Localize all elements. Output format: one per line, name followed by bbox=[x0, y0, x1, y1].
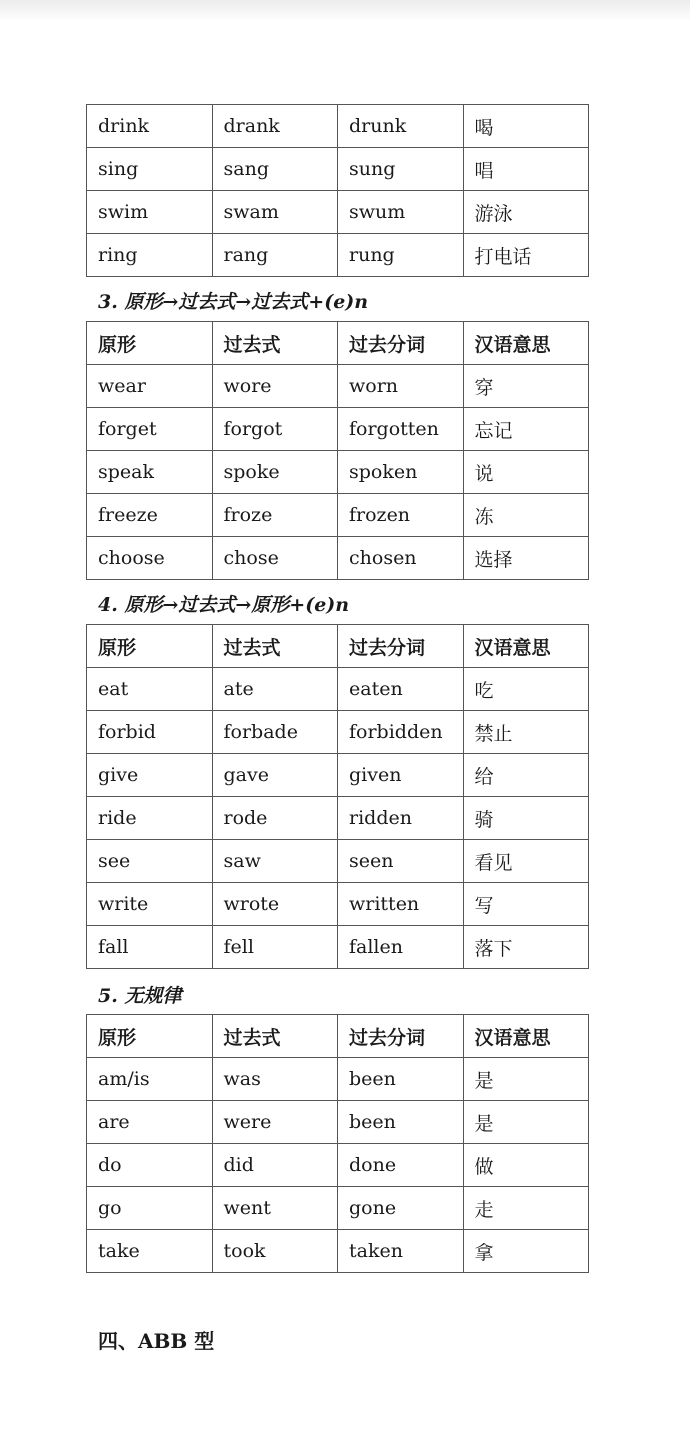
table-row bbox=[87, 494, 589, 537]
past-participle: rung bbox=[338, 234, 464, 277]
chapter-4-title: 四、ABB 型 bbox=[98, 1329, 215, 1353]
chinese-meaning: 冻 bbox=[463, 494, 589, 537]
past-tense: chose bbox=[212, 537, 338, 580]
chinese-meaning: 看见 bbox=[463, 840, 589, 883]
table-row bbox=[87, 668, 589, 711]
table-row bbox=[87, 797, 589, 840]
base-form: swim bbox=[87, 191, 213, 234]
past-participle: frozen bbox=[338, 494, 464, 537]
chinese-meaning: 吃 bbox=[463, 668, 589, 711]
chinese-meaning: 做 bbox=[463, 1144, 589, 1187]
header-base-form: 原形 bbox=[87, 1015, 213, 1058]
verb-table-section-3 bbox=[86, 321, 589, 580]
past-participle: fallen bbox=[338, 926, 464, 969]
chinese-meaning: 游泳 bbox=[463, 191, 589, 234]
table-row bbox=[87, 365, 589, 408]
chinese-meaning: 是 bbox=[463, 1058, 589, 1101]
past-tense: took bbox=[212, 1230, 338, 1273]
chinese-meaning: 拿 bbox=[463, 1230, 589, 1273]
table-row bbox=[87, 1187, 589, 1230]
chinese-meaning: 骑 bbox=[463, 797, 589, 840]
chinese-meaning: 穿 bbox=[463, 365, 589, 408]
chinese-meaning: 说 bbox=[463, 451, 589, 494]
past-tense: saw bbox=[212, 840, 338, 883]
past-participle: chosen bbox=[338, 537, 464, 580]
header-base-form: 原形 bbox=[87, 625, 213, 668]
chinese-meaning: 是 bbox=[463, 1101, 589, 1144]
chinese-meaning: 禁止 bbox=[463, 711, 589, 754]
past-participle: forgotten bbox=[338, 408, 464, 451]
past-participle: gone bbox=[338, 1187, 464, 1230]
base-form: fall bbox=[87, 926, 213, 969]
table-row bbox=[87, 408, 589, 451]
past-participle: worn bbox=[338, 365, 464, 408]
header-past-tense: 过去式 bbox=[212, 1015, 338, 1058]
past-tense: froze bbox=[212, 494, 338, 537]
table-row bbox=[87, 1144, 589, 1187]
verb-table-section-4 bbox=[86, 624, 589, 969]
base-form: forget bbox=[87, 408, 213, 451]
base-form: are bbox=[87, 1101, 213, 1144]
header-past-participle: 过去分词 bbox=[338, 322, 464, 365]
past-participle: spoken bbox=[338, 451, 464, 494]
table-row bbox=[87, 537, 589, 580]
table-row bbox=[87, 451, 589, 494]
table-row bbox=[87, 191, 589, 234]
table-header-row bbox=[87, 322, 589, 365]
base-form: take bbox=[87, 1230, 213, 1273]
base-form: ring bbox=[87, 234, 213, 277]
header-base-form: 原形 bbox=[87, 322, 213, 365]
table-row bbox=[87, 234, 589, 277]
base-form: forbid bbox=[87, 711, 213, 754]
table-row bbox=[87, 148, 589, 191]
past-participle: sung bbox=[338, 148, 464, 191]
past-tense: swam bbox=[212, 191, 338, 234]
past-tense: forbade bbox=[212, 711, 338, 754]
base-form: am/is bbox=[87, 1058, 213, 1101]
table-row bbox=[87, 1101, 589, 1144]
base-form: speak bbox=[87, 451, 213, 494]
section-3-title: 3. 原形→过去式→过去式+(e)n bbox=[98, 291, 369, 313]
base-form: freeze bbox=[87, 494, 213, 537]
past-participle: been bbox=[338, 1058, 464, 1101]
header-past-tense: 过去式 bbox=[212, 625, 338, 668]
header-chinese-meaning: 汉语意思 bbox=[463, 322, 589, 365]
past-tense: rang bbox=[212, 234, 338, 277]
base-form: wear bbox=[87, 365, 213, 408]
past-tense: went bbox=[212, 1187, 338, 1230]
table-row bbox=[87, 1230, 589, 1273]
past-participle: been bbox=[338, 1101, 464, 1144]
past-participle: swum bbox=[338, 191, 464, 234]
past-participle: seen bbox=[338, 840, 464, 883]
past-tense: wore bbox=[212, 365, 338, 408]
past-tense: fell bbox=[212, 926, 338, 969]
past-tense: sang bbox=[212, 148, 338, 191]
base-form: drink bbox=[87, 105, 213, 148]
chinese-meaning: 喝 bbox=[463, 105, 589, 148]
table-row bbox=[87, 926, 589, 969]
base-form: ride bbox=[87, 797, 213, 840]
verb-table-top bbox=[86, 104, 589, 277]
past-participle: taken bbox=[338, 1230, 464, 1273]
chinese-meaning: 给 bbox=[463, 754, 589, 797]
table-row bbox=[87, 840, 589, 883]
past-participle: written bbox=[338, 883, 464, 926]
table-row bbox=[87, 1058, 589, 1101]
chinese-meaning: 写 bbox=[463, 883, 589, 926]
past-tense: ate bbox=[212, 668, 338, 711]
past-tense: were bbox=[212, 1101, 338, 1144]
header-chinese-meaning: 汉语意思 bbox=[463, 1015, 589, 1058]
past-tense: drank bbox=[212, 105, 338, 148]
table-row bbox=[87, 105, 589, 148]
section-4-title: 4. 原形→过去式→原形+(e)n bbox=[98, 594, 350, 616]
base-form: eat bbox=[87, 668, 213, 711]
past-participle: ridden bbox=[338, 797, 464, 840]
past-participle: eaten bbox=[338, 668, 464, 711]
base-form: write bbox=[87, 883, 213, 926]
past-tense: did bbox=[212, 1144, 338, 1187]
table-row bbox=[87, 711, 589, 754]
header-past-participle: 过去分词 bbox=[338, 1015, 464, 1058]
header-chinese-meaning: 汉语意思 bbox=[463, 625, 589, 668]
past-tense: was bbox=[212, 1058, 338, 1101]
base-form: give bbox=[87, 754, 213, 797]
table-header-row bbox=[87, 1015, 589, 1058]
past-tense: rode bbox=[212, 797, 338, 840]
table-row bbox=[87, 883, 589, 926]
base-form: go bbox=[87, 1187, 213, 1230]
past-tense: forgot bbox=[212, 408, 338, 451]
verb-table-section-5 bbox=[86, 1014, 589, 1273]
past-participle: drunk bbox=[338, 105, 464, 148]
header-past-participle: 过去分词 bbox=[338, 625, 464, 668]
base-form: choose bbox=[87, 537, 213, 580]
chinese-meaning: 打电话 bbox=[463, 234, 589, 277]
past-tense: spoke bbox=[212, 451, 338, 494]
past-tense: wrote bbox=[212, 883, 338, 926]
past-participle: done bbox=[338, 1144, 464, 1187]
chinese-meaning: 选择 bbox=[463, 537, 589, 580]
chinese-meaning: 忘记 bbox=[463, 408, 589, 451]
table-header-row bbox=[87, 625, 589, 668]
table-row bbox=[87, 754, 589, 797]
past-participle: forbidden bbox=[338, 711, 464, 754]
header-past-tense: 过去式 bbox=[212, 322, 338, 365]
past-participle: given bbox=[338, 754, 464, 797]
base-form: see bbox=[87, 840, 213, 883]
chinese-meaning: 走 bbox=[463, 1187, 589, 1230]
base-form: do bbox=[87, 1144, 213, 1187]
past-tense: gave bbox=[212, 754, 338, 797]
base-form: sing bbox=[87, 148, 213, 191]
top-shade bbox=[0, 0, 690, 22]
chinese-meaning: 唱 bbox=[463, 148, 589, 191]
chinese-meaning: 落下 bbox=[463, 926, 589, 969]
section-5-title: 5. 无规律 bbox=[98, 985, 182, 1007]
